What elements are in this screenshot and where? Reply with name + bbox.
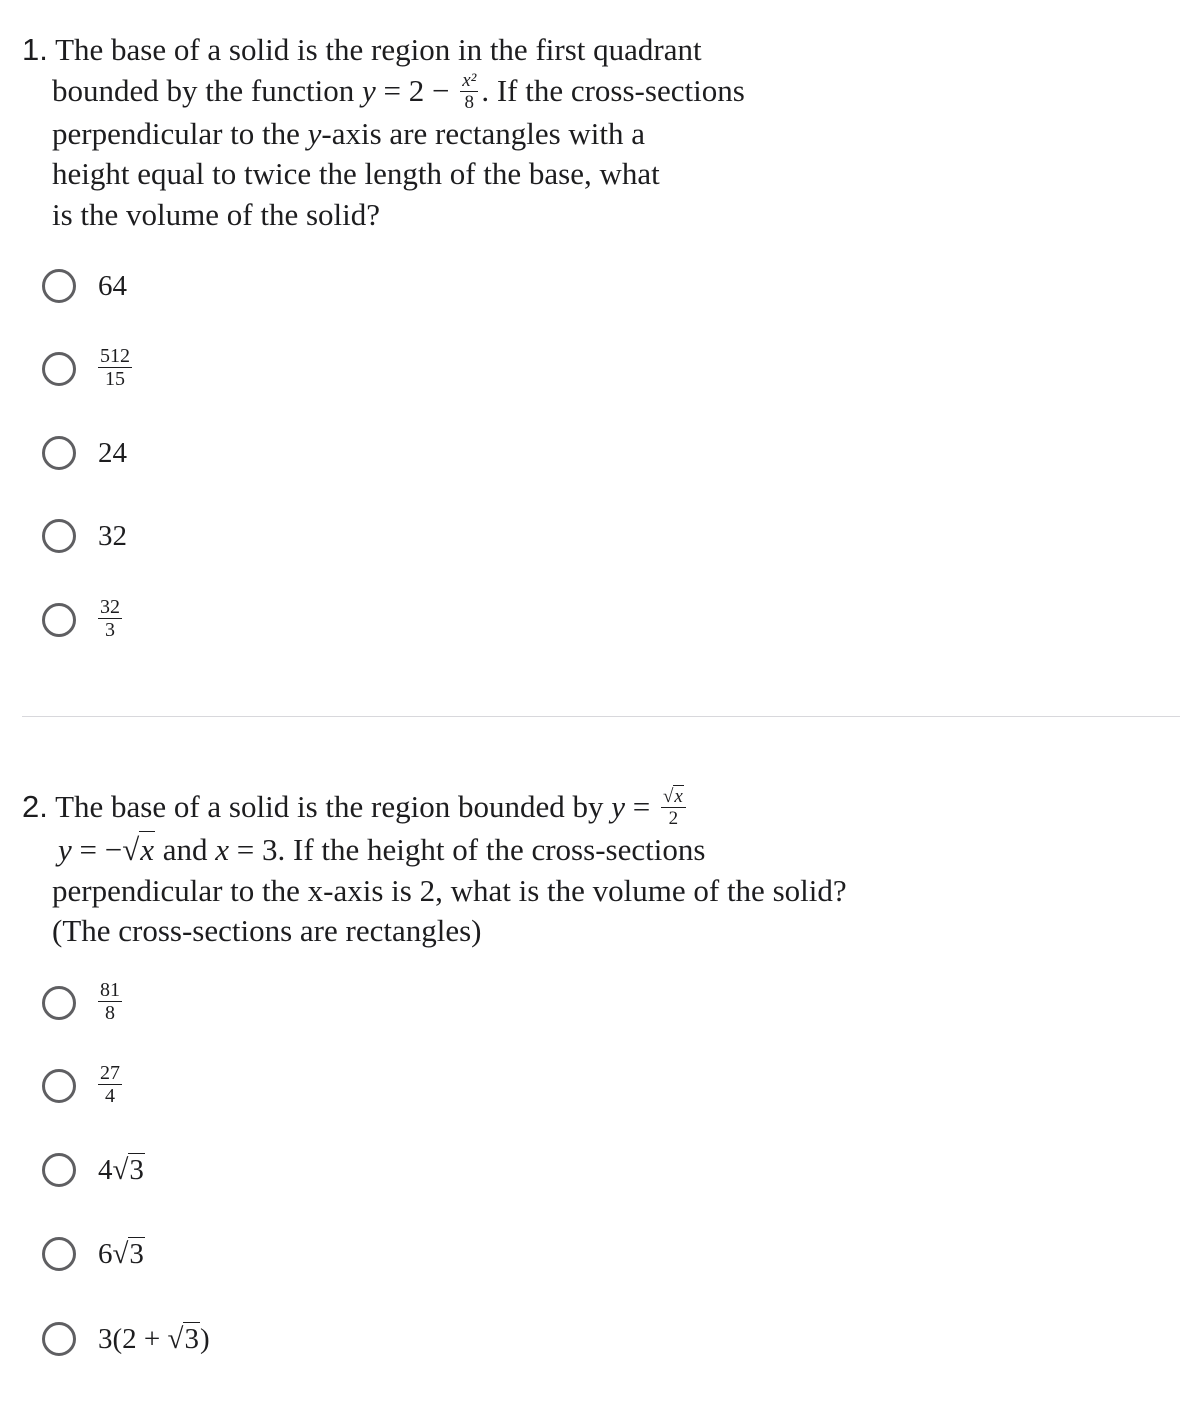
math-fraction: [661, 787, 686, 828]
radicand: 3: [184, 1322, 199, 1355]
question-line: bounded by the function: [52, 72, 355, 108]
fraction-numerator: [661, 787, 686, 808]
fraction-numerator: 81: [100, 978, 120, 1001]
radio-button-icon[interactable]: [42, 519, 76, 553]
answer-option[interactable]: [42, 1317, 642, 1361]
math-var-y: y: [58, 832, 72, 868]
question-2: [22, 787, 1172, 952]
answer-option[interactable]: [42, 514, 642, 558]
math-sqrt: [167, 1322, 200, 1355]
math-sqrt: [112, 1153, 145, 1186]
math-text: = 2 −: [375, 72, 458, 108]
math-var-y: y: [611, 789, 625, 824]
question-line: height equal to twice the length of the base, what: [52, 156, 660, 192]
fraction-numerator: 512: [100, 344, 130, 367]
radio-button-icon[interactable]: [42, 352, 76, 386]
radical-sign: √: [122, 832, 140, 868]
question-number: 2.: [22, 789, 48, 824]
question-line: . If the cross-sections: [481, 72, 745, 108]
math-text: 4: [98, 1153, 113, 1186]
radicand: x: [674, 786, 683, 808]
option-label: 32: [98, 519, 127, 552]
radio-button-icon[interactable]: [42, 436, 76, 470]
question-1: [22, 30, 1172, 235]
question-2-text: [22, 787, 1172, 952]
radical-sign: √: [167, 1322, 184, 1355]
question-number: 1.: [22, 32, 48, 67]
math-fraction: [98, 1063, 122, 1106]
option-label: [98, 1237, 145, 1270]
math-var-x: x: [215, 832, 230, 868]
math-var-y: y: [307, 115, 322, 151]
math-text: =: [624, 789, 658, 824]
radical-sign: √: [112, 1237, 129, 1270]
radicand: x: [140, 832, 155, 868]
fraction-denominator: 2: [668, 808, 679, 830]
math-fraction: [98, 346, 132, 389]
math-sqrt: [663, 787, 684, 806]
math-text: = −: [71, 832, 123, 868]
math-text: ): [199, 1322, 210, 1355]
option-label: [98, 1061, 125, 1108]
option-label: [98, 595, 125, 642]
option-label: 64: [98, 269, 127, 302]
math-fraction: [98, 597, 122, 640]
radio-button-icon[interactable]: [42, 1322, 76, 1356]
question-1-text: [22, 30, 1172, 235]
radio-button-icon[interactable]: [42, 986, 76, 1020]
math-fraction: [98, 980, 122, 1023]
option-label: [98, 1153, 145, 1186]
question-line: (The cross-sections are rectangles): [52, 913, 482, 949]
answer-option[interactable]: [42, 1061, 642, 1108]
question-divider: [22, 716, 1180, 717]
answer-option[interactable]: [42, 264, 642, 308]
answer-option[interactable]: [42, 978, 642, 1025]
option-label: [98, 978, 125, 1025]
fraction-denominator: 15: [105, 367, 125, 390]
fraction-denominator: 3: [105, 618, 115, 641]
radio-button-icon[interactable]: [42, 1237, 76, 1271]
math-text: and: [155, 832, 216, 868]
math-var-y: y: [361, 72, 376, 108]
fraction-denominator: 4: [105, 1084, 115, 1107]
option-label: [98, 1322, 210, 1355]
fraction-denominator: 8: [464, 91, 474, 113]
radio-button-icon[interactable]: [42, 1069, 76, 1103]
answer-option[interactable]: [42, 595, 642, 642]
question-line: perpendicular to the x-axis is 2, what is the volume of the solid?: [52, 872, 847, 908]
radical-sign: √: [112, 1153, 129, 1186]
question-line: perpendicular to the: [52, 115, 308, 151]
answer-option[interactable]: [42, 1148, 642, 1192]
radical-sign: √: [662, 786, 674, 808]
radio-button-icon[interactable]: [42, 603, 76, 637]
option-label: [98, 344, 135, 391]
fraction-numerator: 27: [100, 1061, 120, 1084]
question-line: = 3. If the height of the cross-sections: [229, 832, 706, 868]
math-fraction: [460, 71, 478, 112]
radicand: 3: [129, 1153, 144, 1186]
fraction-numerator: x²: [462, 69, 477, 91]
math-text: 3(2 +: [98, 1322, 168, 1355]
question-line: is the volume of the solid?: [52, 196, 381, 232]
math-text: 6: [98, 1237, 113, 1270]
radicand: 3: [129, 1237, 144, 1270]
question-line: -axis are rectangles with a: [321, 115, 646, 151]
fraction-denominator: 8: [105, 1001, 115, 1024]
question-line: The base of a solid is the region in the first quadrant: [55, 32, 702, 67]
radio-button-icon[interactable]: [42, 1153, 76, 1187]
answer-option[interactable]: [42, 344, 642, 391]
answer-option[interactable]: [42, 1232, 642, 1276]
math-sqrt: [112, 1237, 145, 1270]
answer-option[interactable]: [42, 431, 642, 475]
math-sqrt: [122, 830, 155, 871]
option-label: 24: [98, 436, 127, 469]
radio-button-icon[interactable]: [42, 269, 76, 303]
question-line: The base of a solid is the region bounded by: [55, 789, 612, 824]
fraction-numerator: 32: [100, 595, 120, 618]
